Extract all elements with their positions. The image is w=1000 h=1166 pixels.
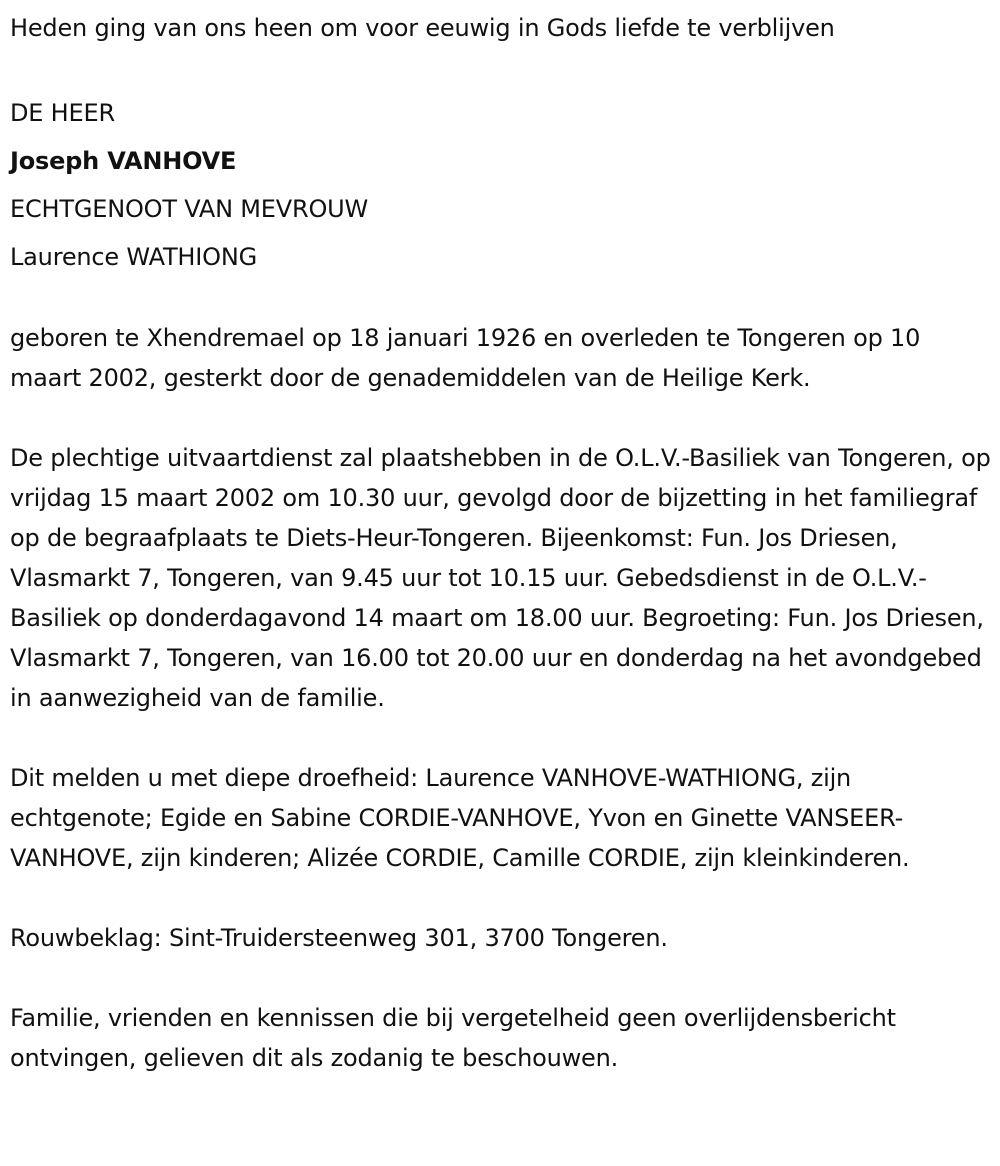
closing-paragraph: Familie, vrienden en kennissen die bij vergetelheid geen overlijdensbericht ontvingen, gelieven dit als zodanig te beschouwen. [10,1004,896,1072]
deceased-name: Joseph VANHOVE [10,147,237,175]
intro-line: Heden ging van ons heen om voor eeuwig in Gods liefde te verblijven [10,14,835,42]
spouse-label: ECHTGENOOT VAN MEVROUW [10,195,369,223]
family-paragraph: Dit melden u met diepe droefheid: Laurence VANHOVE-WATHIONG, zijn echtgenote; Egide en Sabine CORDIE-VANHOVE, Yvon en Ginette VANSEER-VANHOVE, zijn kinderen; Alizée CORDIE, Camille CORDIE, zijn kleinkinderen. [10,764,910,872]
spouse-name: Laurence WATHIONG [10,243,257,271]
obituary-notice [10,4,995,1078]
title-line: DE HEER [10,99,115,127]
condolence-address: Rouwbeklag: Sint-Truidersteenweg 301, 3700 Tongeren. [10,924,668,952]
funeral-details-paragraph: De plechtige uitvaartdienst zal plaatshebben in de O.L.V.-Basiliek van Tongeren, op vrijdag 15 maart 2002 om 10.30 uur, gevolgd door de bijzetting in het familiegraf op de begraafplaats te Diets-Heur-Tongeren. Bijeenkomst: Fun. Jos Driesen, Vlasmarkt 7, Tongeren, van 9.45 uur tot 10.15 uur. Gebedsdienst in de O.L.V.-Basiliek op donderdagavond 14 maart om 18.00 uur. Begroeting: Fun. Jos Driesen, Vlasmarkt 7, Tongeren, van 16.00 tot 20.00 uur en donderdag na het avondgebed in aanwezigheid van de familie. [10,444,991,712]
birth-death-paragraph: geboren te Xhendremael op 18 januari 1926 en overleden te Tongeren op 10 maart 2002, gesterkt door de genademiddelen van de Heilige Kerk. [10,324,921,392]
